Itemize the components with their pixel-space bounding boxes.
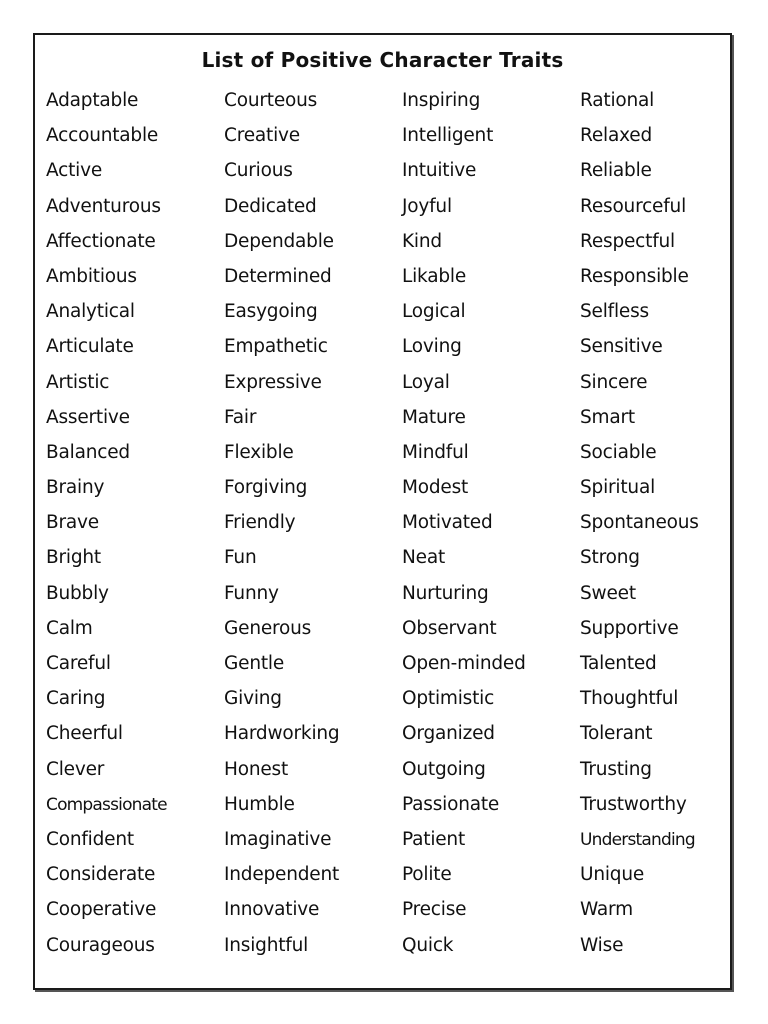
trait-item: Hardworking: [224, 723, 340, 745]
trait-item: Imaginative: [224, 828, 332, 850]
trait-item: Considerate: [46, 864, 156, 886]
trait-item: Passionate: [402, 793, 500, 815]
trait-item: Expressive: [224, 371, 322, 393]
trait-item: Thoughtful: [580, 688, 679, 710]
trait-item: Organized: [402, 723, 495, 745]
trait-item: Warm: [580, 899, 633, 921]
trait-item: Sociable: [580, 441, 657, 463]
trait-item: Dependable: [224, 230, 334, 252]
trait-item: Caring: [46, 688, 106, 710]
trait-item: Ambitious: [46, 265, 137, 287]
trait-item: Logical: [402, 301, 466, 323]
trait-item: Adventurous: [46, 195, 161, 217]
trait-item: Patient: [402, 828, 466, 850]
trait-item: Articulate: [46, 336, 134, 358]
trait-item: Friendly: [224, 512, 296, 534]
trait-item: Optimistic: [402, 688, 495, 710]
trait-item: Respectful: [580, 230, 675, 252]
page-title: List of Positive Character Traits: [201, 48, 564, 72]
trait-item: Accountable: [46, 125, 159, 147]
trait-item: Trustworthy: [580, 793, 687, 815]
trait-item: Gentle: [224, 653, 285, 674]
trait-item: Sweet: [580, 582, 636, 604]
trait-item: Intuitive: [402, 160, 477, 182]
trait-item: Intelligent: [402, 125, 494, 147]
trait-item: Bubbly: [46, 582, 109, 604]
trait-item: Tolerant: [580, 723, 653, 745]
trait-item: Wise: [580, 934, 624, 956]
trait-item: Dedicated: [224, 195, 317, 217]
trait-item: Honest: [224, 758, 289, 780]
trait-item: Modest: [402, 477, 469, 499]
trait-item: Affectionate: [46, 230, 156, 252]
trait-item: Responsible: [580, 265, 689, 287]
trait-item: Analytical: [46, 301, 135, 323]
trait-item: Quick: [402, 934, 454, 956]
trait-item: Resourceful: [580, 195, 687, 217]
trait-item: Inspiring: [402, 90, 481, 111]
trait-item: Compassionate: [46, 794, 167, 815]
trait-item: Joyful: [402, 195, 452, 217]
trait-item: Outgoing: [402, 758, 486, 780]
trait-item: Adaptable: [46, 90, 139, 111]
trait-item: Giving: [224, 688, 282, 710]
trait-item: Cheerful: [46, 723, 123, 745]
trait-item: Strong: [580, 547, 640, 569]
trait-item: Determined: [224, 265, 332, 287]
trait-item: Smart: [580, 406, 635, 428]
trait-item: Spontaneous: [580, 512, 699, 534]
trait-item: Forgiving: [224, 477, 308, 499]
trait-item: Clever: [46, 758, 105, 780]
trait-item: Fun: [224, 547, 257, 569]
trait-item: Loyal: [402, 371, 450, 393]
trait-item: Mature: [402, 406, 466, 428]
trait-item: Balanced: [46, 441, 130, 463]
trait-item: Trusting: [580, 758, 652, 780]
trait-item: Careful: [46, 653, 111, 674]
trait-item: Artistic: [46, 371, 110, 393]
trait-item: Loving: [402, 336, 462, 358]
trait-item: Empathetic: [224, 336, 328, 358]
trait-item: Rational: [580, 90, 655, 111]
trait-item: Independent: [224, 864, 340, 886]
trait-item: Polite: [402, 864, 452, 886]
trait-item: Understanding: [580, 829, 695, 850]
trait-item: Confident: [46, 828, 134, 850]
trait-item: Courageous: [46, 934, 155, 956]
trait-item: Flexible: [224, 441, 294, 463]
trait-item: Kind: [402, 230, 442, 252]
trait-column-2: [224, 87, 402, 967]
trait-column-3: [402, 87, 580, 967]
trait-item: Cooperative: [46, 899, 157, 921]
trait-item: Precise: [402, 899, 467, 921]
trait-item: Easygoing: [224, 301, 318, 323]
trait-item: Curious: [224, 160, 293, 182]
trait-item: Supportive: [580, 617, 679, 639]
trait-item: Calm: [46, 617, 93, 639]
trait-item: Reliable: [580, 160, 652, 182]
trait-item: Motivated: [402, 512, 493, 534]
trait-item: Funny: [224, 582, 279, 604]
trait-item: Fair: [224, 406, 257, 428]
trait-item: Talented: [580, 653, 657, 674]
trait-item: Sensitive: [580, 336, 663, 358]
trait-list-sheet: [33, 33, 732, 990]
trait-item: Unique: [580, 864, 645, 886]
trait-item: Insightful: [224, 934, 309, 956]
trait-item: Nurturing: [402, 582, 489, 604]
trait-item: Observant: [402, 617, 497, 639]
trait-item: Bright: [46, 547, 101, 569]
trait-item: Courteous: [224, 90, 318, 111]
trait-item: Spiritual: [580, 477, 656, 499]
trait-item: Brave: [46, 512, 99, 534]
trait-item: Brainy: [46, 477, 105, 499]
trait-columns: [46, 87, 736, 967]
trait-item: Sincere: [580, 371, 648, 393]
trait-item: Relaxed: [580, 125, 652, 147]
trait-item: Active: [46, 160, 103, 182]
trait-item: Humble: [224, 793, 295, 815]
trait-item: Neat: [402, 547, 446, 569]
trait-item: Likable: [402, 265, 467, 287]
trait-item: Selfless: [580, 301, 649, 323]
trait-item: Assertive: [46, 406, 130, 428]
trait-item: Creative: [224, 125, 300, 147]
trait-item: Generous: [224, 617, 312, 639]
trait-item: Innovative: [224, 899, 320, 921]
trait-item: Open-minded: [402, 653, 526, 674]
trait-column-1: [46, 87, 224, 967]
trait-item: Mindful: [402, 441, 469, 463]
trait-column-4: [580, 87, 730, 967]
